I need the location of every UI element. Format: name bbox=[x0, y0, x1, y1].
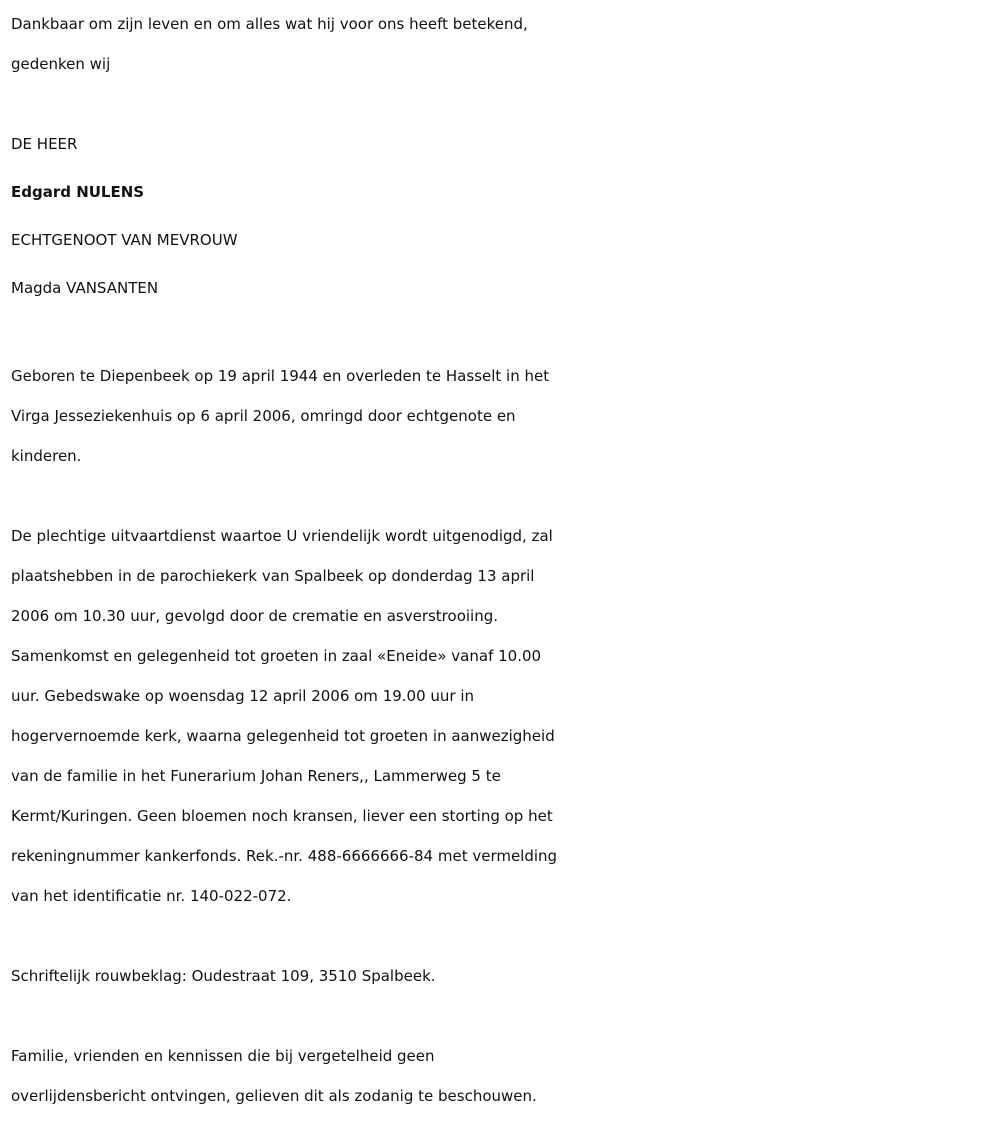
paragraph-line: uur. Gebedswake op woensdag 12 april 2006 om 19.00 uur in bbox=[11, 687, 475, 705]
intro-paragraph bbox=[11, 4, 991, 84]
paragraph-line: hogervernoemde kerk, waarna gelegenheid tot groeten in aanwezigheid bbox=[11, 727, 555, 745]
intro-line: gedenken wij bbox=[11, 55, 111, 73]
paragraph-line: overlijdensbericht ontvingen, gelieven dit als zodanig te beschouwen. bbox=[11, 1087, 537, 1105]
paragraph-line: De plechtige uitvaartdienst waartoe U vriendelijk wordt uitgenodigd, zal bbox=[11, 527, 553, 545]
deceased-name: Edgard NULENS bbox=[11, 183, 145, 201]
paragraph-line: 2006 om 10.30 uur, gevolgd door de crematie en asverstrooiing. bbox=[11, 607, 499, 625]
paragraph-line: van de familie in het Funerarium Johan Reners,, Lammerweg 5 te bbox=[11, 767, 501, 785]
paragraph-line: Samenkomst en gelegenheid tot groeten in zaal «Eneide» vanaf 10.00 bbox=[11, 647, 542, 665]
paragraph-line: rekeningnummer kankerfonds. Rek.-nr. 488-6666666-84 met vermelding bbox=[11, 847, 558, 865]
paragraph-line: plaatshebben in de parochiekerk van Spalbeek op donderdag 13 april bbox=[11, 567, 535, 585]
spacer bbox=[11, 916, 991, 956]
paragraph-line: kinderen. bbox=[11, 447, 82, 465]
birth-death-paragraph bbox=[11, 356, 991, 476]
deceased-block bbox=[11, 120, 991, 312]
intro-line: Dankbaar om zijn leven en om alles wat hij voor ons heeft betekend, bbox=[11, 15, 528, 33]
closing-paragraph bbox=[11, 1036, 991, 1116]
relation-label: ECHTGENOOT VAN MEVROUW bbox=[11, 231, 238, 249]
paragraph-line: Geboren te Diepenbeek op 19 april 1944 en overleden te Hasselt in het bbox=[11, 367, 550, 385]
paragraph-line: Virga Jesseziekenhuis op 6 april 2006, omringd door echtgenote en bbox=[11, 407, 516, 425]
condolence-paragraph bbox=[11, 956, 991, 996]
paragraph-line: Kermt/Kuringen. Geen bloemen noch kransen, liever een storting op het bbox=[11, 807, 553, 825]
obituary-document bbox=[11, 4, 991, 1116]
honorific: DE HEER bbox=[11, 135, 78, 153]
spacer bbox=[11, 84, 991, 124]
spacer bbox=[11, 476, 991, 516]
spacer bbox=[11, 996, 991, 1036]
paragraph-line: Familie, vrienden en kennissen die bij vergetelheid geen bbox=[11, 1047, 435, 1065]
condolence-address: Schriftelijk rouwbeklag: Oudestraat 109, 3510 Spalbeek. bbox=[11, 967, 436, 985]
spouse-name: Magda VANSANTEN bbox=[11, 279, 159, 297]
paragraph-line: van het identificatie nr. 140-022-072. bbox=[11, 887, 292, 905]
spacer bbox=[11, 312, 991, 356]
funeral-paragraph bbox=[11, 516, 991, 916]
